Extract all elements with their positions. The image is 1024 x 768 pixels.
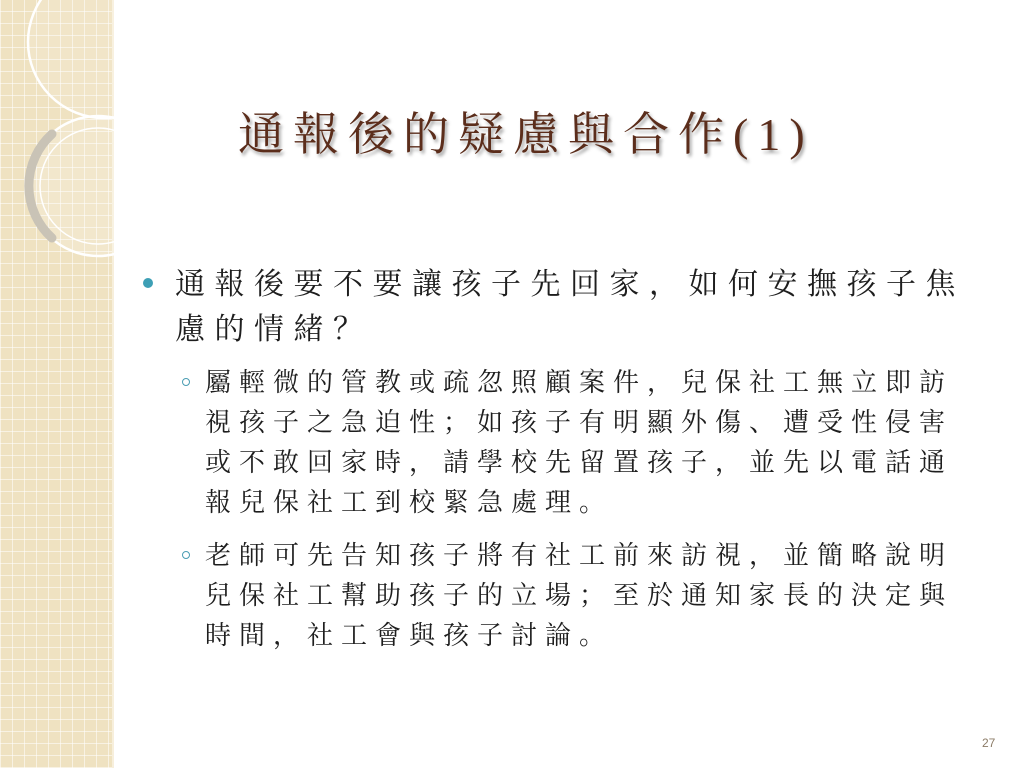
hollow-circle-icon — [182, 551, 190, 559]
decorative-rings — [0, 0, 114, 300]
sub-bullet-text: 老師可先告知孩子將有社工前來訪視，並簡略說明兒保社工幫助孩子的立場；至於通知家長的決定與時間，社工會與孩子討論。 — [205, 541, 954, 651]
sub-bullet-list — [205, 363, 965, 669]
sub-bullet-text: 屬輕微的管教或疏忽照顧案件，兒保社工無立即訪視孩子之急迫性；如孩子有明顯外傷、遭受性侵害或不敢回家時，請學校先留置孩子，並先以電話通報兒保社工到校緊急處理。 — [205, 368, 954, 518]
slide-title: 通報後的疑慮與合作(1) — [238, 109, 814, 160]
bullet-dot-icon — [143, 278, 153, 288]
sub-bullet-item — [205, 536, 965, 656]
main-bullet-text: 通報後要不要讓孩子先回家，如何安撫孩子焦慮的情緒？ — [175, 267, 965, 347]
page-number: 27 — [982, 736, 996, 750]
sub-bullet-item — [205, 363, 965, 523]
hollow-circle-icon — [182, 378, 190, 386]
